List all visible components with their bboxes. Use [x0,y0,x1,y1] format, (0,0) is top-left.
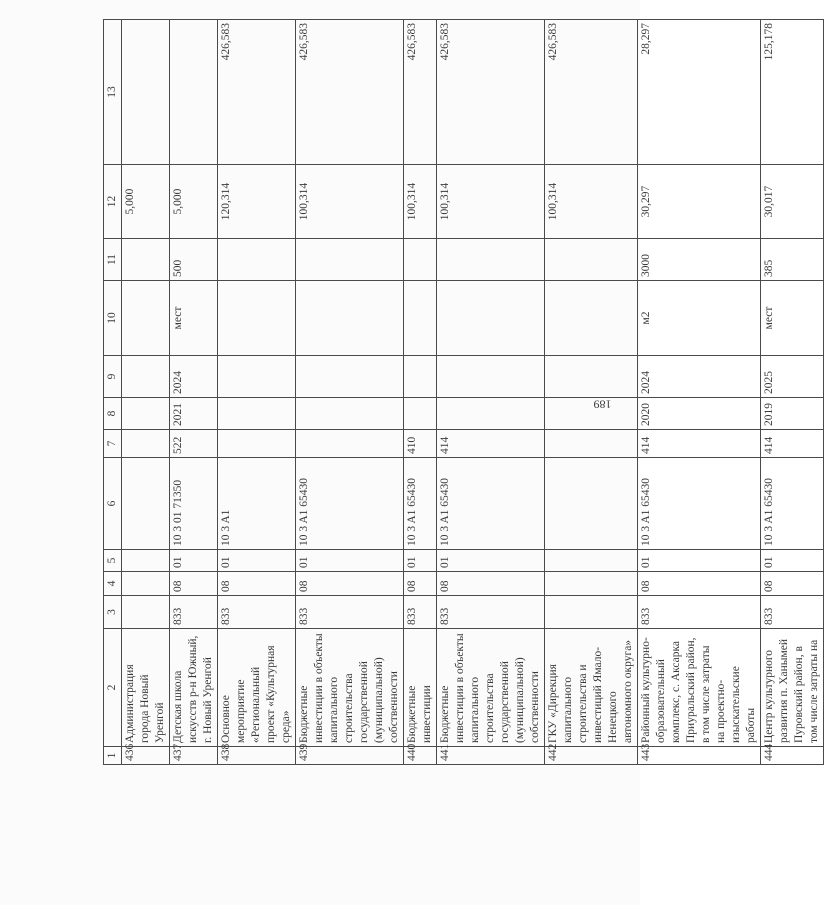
table-cell-col-8 [404,398,437,430]
table-cell-col-13 [170,20,218,165]
table-cell-col-12: 100,314 [437,165,545,239]
table-cell-col-2: Бюджетные инвестиции в объекты капитального строительства государственной (муниципальной) собственности [296,629,404,747]
table-cell-col-4: 08 [170,572,218,596]
table-cell-col-1: 441 [437,747,545,765]
table-cell-col-12: 100,314 [404,165,437,239]
table-cell-col-7: 414 [437,430,545,458]
table-cell-col-2: Основное мероприятие «Региональный проект «Культурная среда» [218,629,296,747]
table-cell-col-9 [122,356,170,398]
table-cell-col-3: 833 [761,596,824,629]
header-cell: 9 [104,356,122,398]
rotated-table-area [103,20,820,765]
header-cell: 13 [104,20,122,165]
table-cell-col-11 [218,239,296,281]
table-cell-col-5: 01 [296,550,404,572]
table-cell-col-3: 833 [170,596,218,629]
table-cell-col-10: мест [170,281,218,356]
header-cell: 3 [104,596,122,629]
table-cell-col-8: 2021 [170,398,218,430]
table-cell-col-2: Детская школа искусств р-н Южный, г. Новый Уренгой [170,629,218,747]
table-cell-col-10: м2 [638,281,761,356]
table-cell-col-8 [437,398,545,430]
header-cell: 12 [104,165,122,239]
table-cell-col-3: 833 [437,596,545,629]
table-cell-col-1: 439 [296,747,404,765]
table-row [170,20,218,765]
table-cell-col-1: 436 [122,747,170,765]
table-cell-col-6: 10 3 01 71350 [170,458,218,550]
table-cell-col-13: 426,583 [545,20,638,165]
table-cell-col-13: 426,583 [296,20,404,165]
table-cell-col-6: 10 3 A1 65430 [404,458,437,550]
table-cell-col-11 [437,239,545,281]
header-cell: 7 [104,430,122,458]
header-cell: 4 [104,572,122,596]
table-cell-col-2: Бюджетные инвестиции [404,629,437,747]
table-cell-col-5: 01 [218,550,296,572]
table-cell-col-4: 08 [404,572,437,596]
table-cell-col-5: 01 [761,550,824,572]
table-cell-col-5 [122,550,170,572]
table-cell-col-7: 414 [638,430,761,458]
table-cell-col-7 [296,430,404,458]
table-cell-col-9 [296,356,404,398]
table-cell-col-5: 01 [170,550,218,572]
header-cell: 11 [104,239,122,281]
table-cell-col-2: Бюджетные инвестиции в объекты капитального строительства государственной (муниципальной) собственности [437,629,545,747]
table-row [296,20,404,765]
table-cell-col-6 [122,458,170,550]
table-cell-col-12: 30,297 [638,165,761,239]
table-cell-col-9 [437,356,545,398]
page-number-area [589,20,615,765]
table-cell-col-2: Администрация города Новый Уренгой [122,629,170,747]
table-cell-col-4: 08 [638,572,761,596]
table-row [437,20,545,765]
table-cell-col-9: 2024 [638,356,761,398]
table-cell-col-1: 438 [218,747,296,765]
table-cell-col-4: 08 [761,572,824,596]
table-cell-col-6: 10 3 A1 65430 [296,458,404,550]
table-cell-col-7: 522 [170,430,218,458]
table-cell-col-7: 410 [404,430,437,458]
table-cell-col-8 [218,398,296,430]
table-cell-col-10: мест [761,281,824,356]
table-cell-col-5: 01 [437,550,545,572]
table-cell-col-1: 444 [761,747,824,765]
table-row [761,20,824,765]
table-cell-col-4: 08 [218,572,296,596]
budget-table [103,19,824,765]
table-cell-col-13: 426,583 [404,20,437,165]
table-cell-col-10 [296,281,404,356]
table-cell-col-1: 437 [170,747,218,765]
table-cell-col-3 [122,596,170,629]
header-cell: 1 [104,747,122,765]
table-cell-col-12: 100,314 [545,165,638,239]
table-row [218,20,296,765]
table-row [638,20,761,765]
table-cell-col-12: 5,000 [122,165,170,239]
table-cell-col-12: 100,314 [296,165,404,239]
table-cell-col-11 [404,239,437,281]
table-cell-col-3: 833 [638,596,761,629]
header-cell: 2 [104,629,122,747]
table-cell-col-2: Центр культурного развития п. Ханымей Пуровский район, в том числе затраты на [761,629,824,747]
table-cell-col-8: 2019 [761,398,824,430]
table-cell-col-9: 2025 [761,356,824,398]
table-cell-col-4 [122,572,170,596]
table-cell-col-4: 08 [296,572,404,596]
table-cell-col-8 [296,398,404,430]
table-cell-col-10 [122,281,170,356]
table-cell-col-13: 426,583 [437,20,545,165]
table-cell-col-3: 833 [218,596,296,629]
header-cell: 6 [104,458,122,550]
table-cell-col-11: 3000 [638,239,761,281]
table-cell-col-6: 10 3 A1 [218,458,296,550]
table-cell-col-2: ГКУ «Дирекция капитального строительства и инвестиций Ямало-Ненецкого автономного округа» [545,629,638,747]
header-cell: 5 [104,550,122,572]
table-cell-col-13 [122,20,170,165]
table-cell-col-8: 2020 [638,398,761,430]
page-number: 189 [593,397,612,412]
table-cell-col-5: 01 [638,550,761,572]
table-header-row [104,20,122,765]
table-cell-col-9 [404,356,437,398]
table-cell-col-6: 10 3 A1 65430 [638,458,761,550]
table-cell-col-1: 443 [638,747,761,765]
table-cell-col-11: 385 [761,239,824,281]
table-cell-col-11 [296,239,404,281]
table-cell-col-13: 28,297 [638,20,761,165]
table-cell-col-13: 125,178 [761,20,824,165]
table-cell-col-5: 01 [404,550,437,572]
table-row [122,20,170,765]
table-cell-col-13: 426,583 [218,20,296,165]
table-cell-col-10 [437,281,545,356]
table-cell-col-4: 08 [437,572,545,596]
table-cell-col-9 [218,356,296,398]
table-cell-col-3: 833 [296,596,404,629]
table-cell-col-11 [122,239,170,281]
table-cell-col-8 [122,398,170,430]
table-cell-col-11: 500 [170,239,218,281]
table-cell-col-6: 10 3 A1 65430 [761,458,824,550]
table-cell-col-12: 5,000 [170,165,218,239]
header-cell: 10 [104,281,122,356]
table-cell-col-12: 120,314 [218,165,296,239]
table-row [404,20,437,765]
table-cell-col-1: 442 [545,747,638,765]
table-cell-col-7: 414 [761,430,824,458]
table-cell-col-10 [404,281,437,356]
table-cell-col-9: 2024 [170,356,218,398]
table-cell-col-7 [122,430,170,458]
rotated-content [103,20,820,765]
table-cell-col-7 [218,430,296,458]
header-cell: 8 [104,398,122,430]
table-cell-col-6: 10 3 A1 65430 [437,458,545,550]
table-cell-col-3: 833 [404,596,437,629]
table-cell-col-12: 30,017 [761,165,824,239]
table-cell-col-10 [218,281,296,356]
table-cell-col-1: 440 [404,747,437,765]
table-cell-col-2: Районный культурно-образовательный комплекс, с. Аксарка Приуральский район, в том числе затраты на проектно-изыскательские работы [638,629,761,747]
